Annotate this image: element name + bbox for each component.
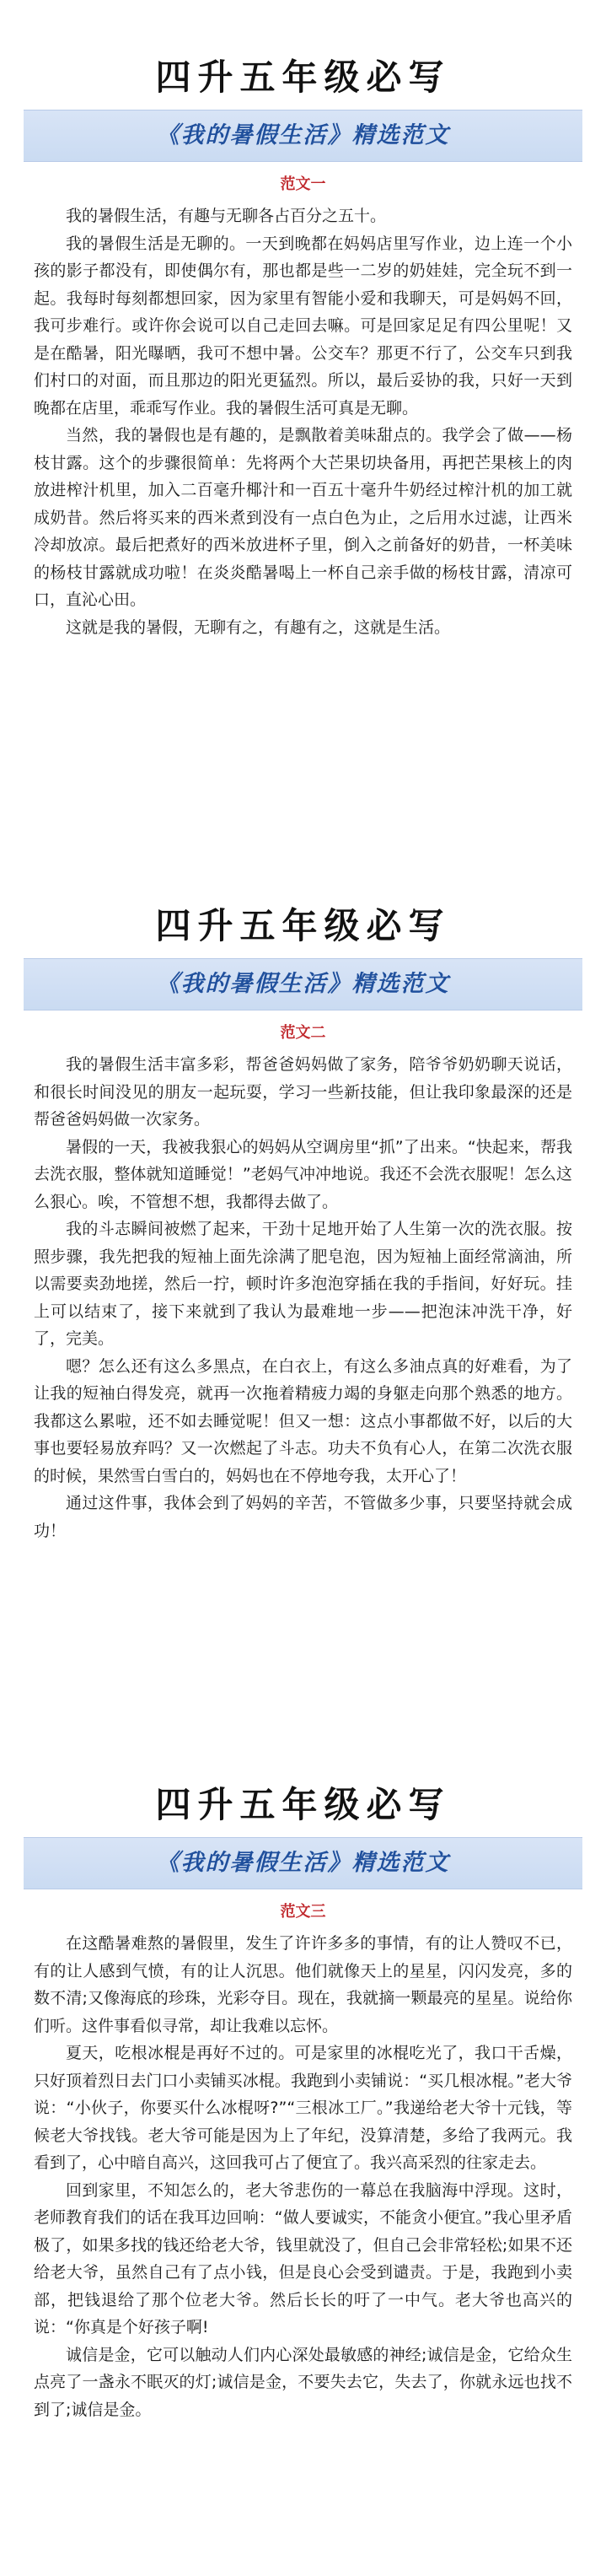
essay-banner: 《我的暑假生活》精选范文	[24, 958, 582, 1010]
paragraph: 暑假的一天，我被我狠心的妈妈从空调房里“抓”了出来。“快起来，帮我去洗衣服，整体就知道睡觉！”老妈气冲冲地说。我还不会洗衣服呢！怎么这么狠心。唉，不管想不想，我都得去做了。	[34, 1137, 572, 1211]
essay-label: 范文一	[280, 175, 326, 193]
essay-body	[34, 1051, 572, 1544]
paragraph: 这就是我的暑假，无聊有之，有趣有之，这就是生活。	[66, 617, 451, 637]
essay-body	[34, 1930, 572, 2423]
essay-banner: 《我的暑假生活》精选范文	[24, 1837, 582, 1889]
essay-label: 范文三	[280, 1903, 326, 1921]
main-title: 四升五年级必写	[155, 905, 451, 946]
paragraph: 我的暑假生活丰富多彩，帮爸爸妈妈做了家务，陪爷爷奶奶聊天说话，和很长时间没见的朋友一起玩耍，学习一些新技能，但让我印象最深的还是帮爸爸妈妈做一次家务。	[34, 1055, 572, 1129]
paragraph: 我的斗志瞬间被燃了起来，干劲十足地开始了人生第一次的洗衣服。按照步骤，我先把我的短袖上面先涂满了肥皂泡，因为短袖上面经常滴油，所以需要卖劲地搓，然后一拧，顿时许多泡泡穿插在我的手指间，好好玩。挂上可以结束了，接下来就到了我认为最难地一步——把泡沫冲洗干净，好了，完美。	[34, 1220, 572, 1348]
essay-section-3	[0, 1780, 606, 2423]
paragraph: 通过这件事，我体会到了妈妈的辛苦，不管做多少事，只要坚持就会成功！	[34, 1494, 572, 1540]
paragraph: 夏天，吃根冰棍是再好不过的。可是家里的冰棍吃光了，我口干舌燥，只好顶着烈日去门口小卖铺买冰棍。我跑到小卖铺说：“买几根冰棍。”老大爷说：“小伙子，你要买什么冰棍呀?”“三根冰工厂。”我递给老大爷十元钱，等候老大爷找钱。老大爷可能是因为上了年纪，没算清楚，多给了我两元。我看到了，心中暗自高兴，这回我可占了便宜了。我兴高采烈的往家走去。	[34, 2044, 572, 2172]
paragraph: 诚信是金，它可以触动人们内心深处最敏感的神经;诚信是金，它给众生点亮了一盏永不眠灭的灯;诚信是金，不要失去它，失去了，你就永远也找不到了;诚信是金。	[34, 2345, 572, 2419]
main-title: 四升五年级必写	[155, 57, 451, 98]
main-title: 四升五年级必写	[155, 1784, 451, 1825]
paragraph: 当然，我的暑假也是有趣的，是飘散着美味甜点的。我学会了做——杨枝甘露。这个的步骤很简单：先将两个大芒果切块备用，再把芒果核上的肉放进榨汁机里，加入二百毫升椰汁和一百五十毫升牛奶经过榨汁机的加工就成奶昔。然后将买来的西米煮到没有一点白色为止，之后用水过滤，让西米冷却放凉。最后把煮好的西米放进杯子里，倒入之前备好的奶昔，一杯美味的杨枝甘露就成功啦！在炎炎酷暑喝上一杯自己亲手做的杨枝甘露，清凉可口，直沁心田。	[34, 426, 572, 609]
paragraph: 在这酷暑难熬的暑假里，发生了许许多多的事情，有的让人赞叹不已，有的让人感到气愤，有的让人沉思。他们就像天上的星星，闪闪发亮，多的数不清;又像海底的珍珠，光彩夺目。现在，我就摘一颗最亮的星星。说给你们听。这件事看似寻常，却让我难以忘怀。	[34, 1934, 572, 2035]
essay-body	[34, 202, 572, 641]
paragraph: 嗯？怎么还有这么多黑点，在白衣上，有这么多油点真的好难看，为了让我的短袖白得发亮，就再一次拖着精疲力竭的身躯走向那个熟悉的地方。我都这么累啦，还不如去睡觉呢！但又一想：这点小事都做不好，以后的大事也要轻易放弃吗？又一次燃起了斗志。功夫不负有心人，在第二次洗衣服的时候，果然雪白雪白的，妈妈也在不停地夸我，太开心了！	[34, 1356, 572, 1485]
paragraph: 我的暑假生活，有趣与无聊各占百分之五十。	[66, 207, 387, 225]
paragraph: 回到家里，不知怎么的，老大爷悲伤的一幕总在我脑海中浮现。这时，老师教育我们的话在我耳边回响：“做人要诚实，不能贪小便宜。”我心里矛盾极了，如果多找的钱还给老大爷，钱里就没了，但自己会非常轻松;如果不还给老大爷，虽然自己有了点小钱，但是良心会受到谴责。于是，我跑到小卖部，把钱退给了那个位老大爷。然后长长的吁了一中气。老大爷也高兴的说：“你真是个好孩子啊!	[34, 2180, 572, 2336]
essay-label: 范文二	[280, 1024, 326, 1042]
essay-banner: 《我的暑假生活》精选范文	[24, 110, 582, 162]
paragraph: 我的暑假生活是无聊的。一天到晚都在妈妈店里写作业，边上连一个小孩的影子都没有，即使偶尔有，那也都是些一二岁的奶娃娃，完全玩不到一起。我每时每刻都想回家，因为家里有智能小爱和我聊天，可是妈妈不回，我可步难行。或许你会说可以自己走回去嘛。可是回家足足有四公里呢！又是在酷暑，阳光曝晒，我可不想中暑。公交车？那更不行了，公交车只到我们村口的对面，而且那边的阳光更猛烈。所以，最后妥协的我，只好一天到晚都在店里，乖乖写作业。我的暑假生活可真是无聊。	[34, 234, 572, 418]
essay-section-1	[0, 52, 606, 641]
essay-section-2	[0, 901, 606, 1544]
